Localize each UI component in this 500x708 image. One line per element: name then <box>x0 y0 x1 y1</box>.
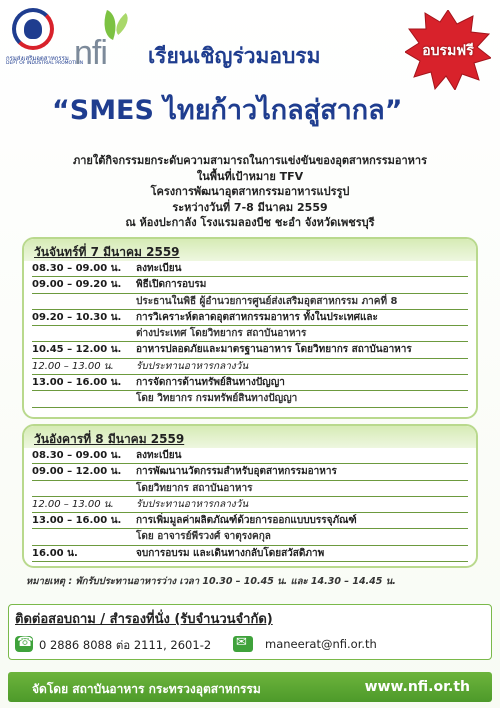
schedule-row <box>32 529 468 545</box>
day1-schedule <box>22 237 478 419</box>
intro-block <box>20 153 480 231</box>
schedule-row <box>32 326 468 342</box>
schedule-row <box>32 342 468 358</box>
row-time: 09.20 – 10.30 น. <box>32 311 122 323</box>
headline: “SMES ไทยก้าวไกลสู่สากล” <box>52 95 403 126</box>
row-time: 12.00 – 13.00 น. <box>32 498 114 510</box>
day1-title: วันจันทร์ที่ 7 มีนาคม 2559 <box>24 239 476 261</box>
row-activity: โดย วิทยากร กรมทรัพย์สินทางปัญญา <box>136 393 298 405</box>
mail-icon <box>233 636 253 652</box>
dip-logo-caption-th: กรมส่งเสริมอุตสาหกรรม <box>6 55 69 62</box>
schedule-row <box>32 294 468 310</box>
schedule-row <box>32 375 468 391</box>
row-activity: รับประทานอาหารกลางวัน <box>136 360 249 372</box>
schedule-row <box>32 513 468 529</box>
contact-email[interactable]: maneerat@nfi.or.th <box>265 637 377 651</box>
schedule-row <box>32 448 468 464</box>
intro-line: ณ ห้องปะกาลัง โรงแรมลองบีช ชะอำ จังหวัดเพชรบุรี <box>125 216 375 229</box>
schedule-row <box>32 261 468 277</box>
footer-website-link[interactable]: www.nfi.or.th <box>364 679 470 695</box>
footer-bar <box>8 672 492 702</box>
row-activity: ลงทะเบียน <box>136 263 182 274</box>
row-activity: การวิเคราะห์ตลาดอุตสาหกรรมอาหาร ทั้งในประเทศและ <box>136 311 378 323</box>
schedule-row-lunch <box>32 359 468 375</box>
row-activity: จบการอบรม และเดินทางกลับโดยสวัสดิภาพ <box>136 547 325 559</box>
row-activity: การจัดการด้านทรัพย์สินทางปัญญา <box>136 377 285 389</box>
schedule-row <box>32 310 468 326</box>
break-note: หมายเหตุ : พักรับประทานอาหารว่าง เวลา 10.30 – 10.45 น. และ 14.30 – 14.45 น. <box>26 576 396 587</box>
phone-icon <box>15 636 33 652</box>
dip-logo-mark <box>12 8 54 50</box>
row-activity: พิธีเปิดการอบรม <box>136 279 207 291</box>
dip-logo-caption-en: DEPT OF INDUSTRIAL PROMOTION <box>6 61 84 66</box>
row-activity: โดยวิทยากร สถาบันอาหาร <box>136 482 253 494</box>
nfi-logo-text: nfi <box>74 34 107 72</box>
schedule-row-lunch <box>32 497 468 513</box>
row-activity: รับประทานอาหารกลางวัน <box>136 498 249 510</box>
row-time: 08.30 – 09.00 น. <box>32 450 122 461</box>
intro-line: ในพื้นที่เป้าหมาย TFV <box>196 169 304 183</box>
schedule-row <box>32 481 468 497</box>
row-time: 08.30 – 09.00 น. <box>32 263 122 274</box>
free-badge <box>405 10 491 90</box>
contact-heading: ติดต่อสอบถาม / สำรองที่นั่ง (รับจำนวนจำกัด) <box>15 612 273 627</box>
row-time: 09.00 – 12.00 น. <box>32 466 122 478</box>
row-time: 09.00 – 09.20 น. <box>32 279 122 291</box>
contact-box <box>8 604 492 660</box>
schedule-row <box>32 391 468 407</box>
footer-organizer: จัดโดย สถาบันอาหาร กระทรวงอุตสาหกรรม <box>32 682 261 696</box>
free-badge-label: อบรมฟรี <box>422 43 474 59</box>
day2-title: วันอังคารที่ 8 มีนาคม 2559 <box>24 426 476 448</box>
row-time: 16.00 น. <box>32 547 78 559</box>
row-time: 13.00 – 16.00 น. <box>32 377 122 389</box>
row-activity: อาหารปลอดภัยและมาตรฐานอาหาร โดยวิทยากร สถาบันอาหาร <box>136 344 412 356</box>
intro-line: ระหว่างวันที่ 7-8 มีนาคม 2559 <box>172 200 328 214</box>
row-activity: ประธานในพิธี ผู้อำนวยการศูนย์ส่งเสริมอุตสาหกรรม ภาคที่ 8 <box>136 295 398 307</box>
intro-line: ภายใต้กิจกรรมยกระดับความสามารถในการแข่งขันของอุตสาหกรรมอาหาร <box>72 154 427 167</box>
schedule-row <box>32 277 468 293</box>
row-time: 12.00 – 13.00 น. <box>32 360 114 372</box>
contact-phone[interactable]: 0 2886 8088 ต่อ 2111, 2601-2 <box>39 638 212 652</box>
dip-logo <box>6 8 84 70</box>
invite-heading: เรียนเชิญร่วมอบรม <box>148 44 321 68</box>
schedule-row <box>32 546 468 562</box>
row-time: 13.00 – 16.00 น. <box>32 515 122 527</box>
schedule-row <box>32 464 468 480</box>
row-activity: ลงทะเบียน <box>136 450 182 461</box>
nfi-logo <box>72 10 134 72</box>
row-activity: โดย อาจารย์พีรวงศ์ จาตุรงคกุล <box>136 531 271 543</box>
row-time: 10.45 – 12.00 น. <box>32 344 122 356</box>
row-activity: การพัฒนานวัตกรรมสำหรับอุตสาหกรรมอาหาร <box>136 466 337 478</box>
row-activity: ต่างประเทศ โดยวิทยากร สถาบันอาหาร <box>136 328 307 340</box>
row-activity: การเพิ่มมูลค่าผลิตภัณฑ์ด้วยการออกแบบบรรจุภัณฑ์ <box>136 515 357 527</box>
intro-line: โครงการพัฒนาอุตสาหกรรมอาหารแปรรูป <box>150 185 350 198</box>
day2-schedule <box>22 424 478 568</box>
